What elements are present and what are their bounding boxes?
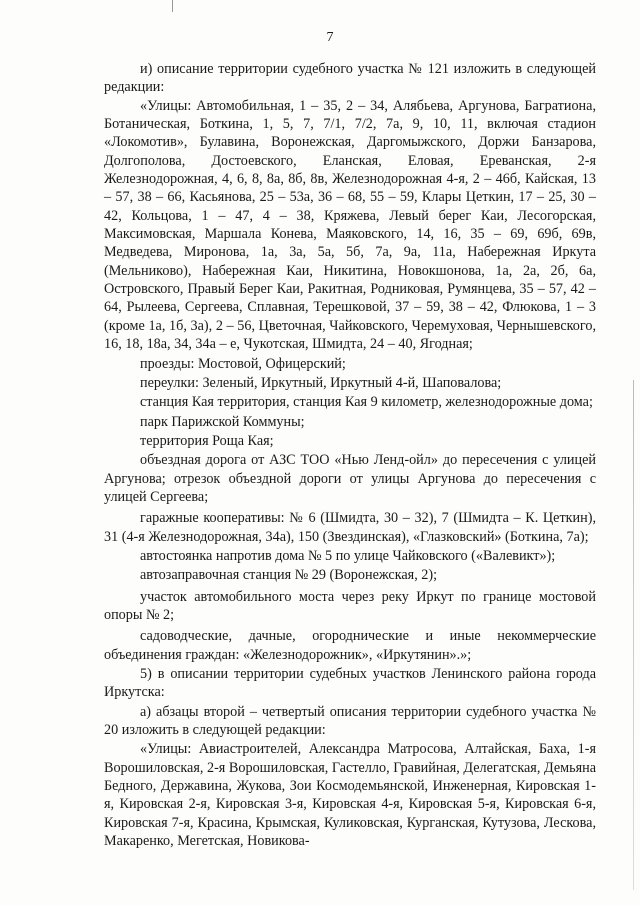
paragraph-section-5: 5) в описании территории судебных участков Ленинского района города Иркутска: <box>104 666 596 701</box>
paragraph-section-5a: а) абзацы второй – четвертый описания территории судебного участка № 20 изложить в следующей редакции: <box>104 703 596 739</box>
paragraph-park: парк Парижской Коммуны; <box>140 413 305 430</box>
paragraph-section-i-intro: и) описание территории судебного участка № 121 изложить в следующей редакции: <box>104 61 596 96</box>
paragraph-passages: проезды: Мостовой, Офицерский; <box>140 355 346 372</box>
paragraph-bridge: участок автомобильного моста через реку Иркут по границе мостовой опоры № 2; <box>104 588 596 623</box>
paragraph-garden-associations: садоводческие, дачные, огороднические и иные некоммерческие объединения граждан: «Железнодорожник», «Иркутянин».»; <box>104 628 596 663</box>
scan-edge-shadow <box>633 380 634 890</box>
paragraph-streets-list-121: «Улицы: Автомобильная, 1 – 35, 2 – 34, Алябьева, Аргунова, Багратиона, Ботаническая, Боткина, 1, 5, 7, 7/1, 7/2, 7а, 9, 10, 11, включая стадион «Локомотив», Булавина, Воронежская, Даргомыжского, Доржи Банзарова, Долгополова, Достоевского, Еланская, Еловая, Ереванская, 2-я Железнодорожная, 4, 6, 8, 8а, 8б, 8в, Железнодорожная 4-я, 2 – 46б, Кайская, 13 – 57, 38 – 66, Касьянова, 25 – 53а, 36 – 68, 55 – 59, Клары Цеткин, 17 – 25, 30 – 42, Кольцова, 1 – 47, 4 – 38, Кряжева, Левый берег Каи, Лесогорская, Максимовская, Маршала Конева, Маяковского, 14, 16, 35 – 69, 69б, 69в, Медведева, Миронова, 1а, 3а, 5а, 5б, 7а, 9а, 11а, Набережная Иркута (Мельниково), Набережная Каи, Никитина, Новокшонова, 1а, 2а, 2б, 6а, Островского, Правый Берег Каи, Ракитная, Родниковая, Румянцева, 35 – 57, 42 – 64, Рылеева, Сергеева, Сплавная, Терешковой, 37 – 59, 38 – 42, Флюкова, 1 – 3 (кроме 1а, 1б, 3а), 2 – 56, Цветочная, Чайковского, Черемуховая, Чернышевского, 16, 18, 18а, 34, 34а – е, Чукотская, Шмидта, 24 – 40, Ягодная; <box>104 97 596 353</box>
scan-mark <box>172 0 173 12</box>
paragraph-streets-list-20: «Улицы: Авиастроителей, Александра Матросова, Алтайская, Баха, 1-я Ворошиловская, 2-я Ворошиловская, Гастелло, Гравийная, Делегатская, Демьяна Бедного, Державина, Жукова, Зои Космодемьянской, Инженерная, Кировская 1-я, Кировская 2-я, Кировская 3-я, Кировская 4-я, Кировская 5-я, Кировская 6-я, Кировская 7-я, Красина, Крымская, Куликовская, Курганская, Кутузова, Лескова, Макаренко, Мегетская, Новикова- <box>104 741 596 850</box>
paragraph-bypass-road: объездная дорога от АЗС ТОО «Нью Ленд-ойл» до пересечения с улицей Аргунова; отрезок объездной дороги от улицы Аргунова до пересечения с улицей Сергеева; <box>104 452 596 505</box>
page-number: 7 <box>326 30 334 45</box>
paragraph-station: станция Кая территория, станция Кая 9 километр, железнодорожные дома; <box>140 394 593 411</box>
paragraph-grove: территория Роща Кая; <box>140 432 274 449</box>
paragraph-lanes: переулки: Зеленый, Иркутный, Иркутный 4-й, Шаповалова; <box>140 374 502 391</box>
document-body <box>104 60 596 850</box>
paragraph-parking: автостоянка напротив дома № 5 по улице Чайковского («Валевикт»); <box>140 547 556 564</box>
paragraph-gas-station: автозаправочная станция № 29 (Воронежская, 2); <box>140 567 438 584</box>
paragraph-garage-coops: гаражные кооперативы: № 6 (Шмидта, 30 – 32), 7 (Шмидта – К. Цеткин), 31 (4-я Железнодорожная, 34а), 150 (Звездинская), «Глазковский» (Боткина, 7а); <box>104 510 596 545</box>
